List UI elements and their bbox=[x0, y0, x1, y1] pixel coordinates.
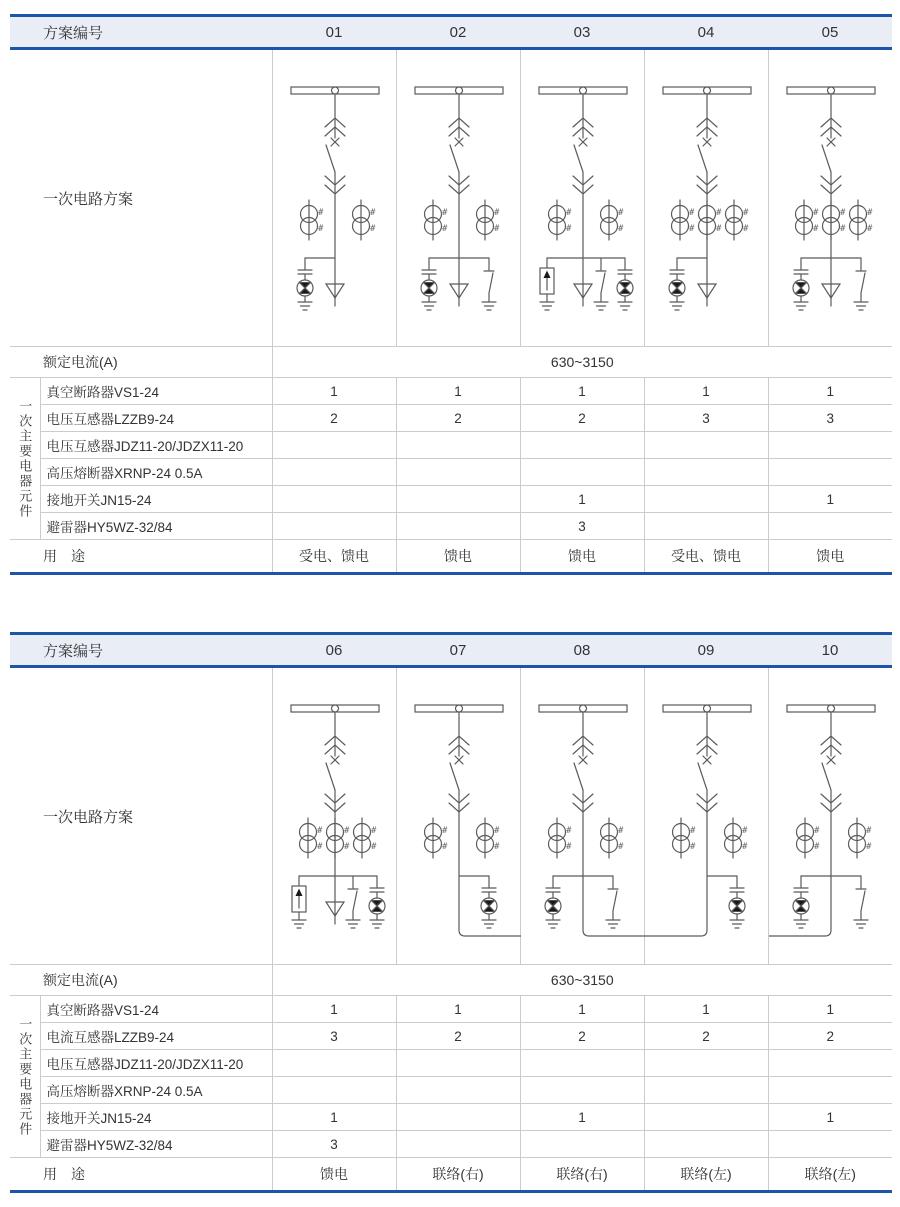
component-count: 1 bbox=[396, 996, 520, 1023]
component-count: 1 bbox=[396, 378, 520, 405]
svg-text:#: # bbox=[715, 208, 721, 218]
component-count bbox=[272, 432, 396, 459]
component-count bbox=[396, 459, 520, 486]
component-count: 3 bbox=[272, 1023, 396, 1050]
svg-text:#: # bbox=[741, 826, 747, 836]
component-count: 3 bbox=[768, 405, 892, 432]
circuit-diagram-cell bbox=[768, 667, 892, 965]
component-label: 真空断路器VS1-24 bbox=[40, 996, 272, 1023]
circuit-diagram-cell bbox=[396, 667, 520, 965]
component-row bbox=[10, 486, 892, 513]
scheme-number: 05 bbox=[768, 16, 892, 49]
svg-text:#: # bbox=[617, 826, 623, 836]
scheme-number: 04 bbox=[644, 16, 768, 49]
component-label: 电压互感器JDZ11-20/JDZX11-20 bbox=[40, 432, 272, 459]
scheme-table-2-grid bbox=[10, 632, 892, 1193]
svg-text:#: # bbox=[565, 826, 571, 836]
component-count bbox=[768, 1131, 892, 1158]
component-count bbox=[644, 1050, 768, 1077]
circuit-diagram-04 bbox=[645, 50, 769, 346]
svg-text:#: # bbox=[688, 224, 694, 234]
usage-value: 联络(左) bbox=[768, 1158, 892, 1192]
component-group-cell bbox=[10, 996, 40, 1158]
component-count: 1 bbox=[520, 486, 644, 513]
header-row bbox=[10, 634, 892, 667]
rated-current-label: 额定电流(A) bbox=[10, 965, 272, 996]
scheme-number: 10 bbox=[768, 634, 892, 667]
component-row bbox=[10, 378, 892, 405]
component-count: 1 bbox=[272, 996, 396, 1023]
component-row bbox=[10, 996, 892, 1023]
component-count: 1 bbox=[768, 1104, 892, 1131]
circuit-row-label: 一次电路方案 bbox=[43, 808, 134, 826]
usage-value: 联络(左) bbox=[644, 1158, 768, 1192]
scheme-number: 06 bbox=[272, 634, 396, 667]
svg-text:#: # bbox=[813, 842, 819, 852]
component-count bbox=[520, 1131, 644, 1158]
circuit-diagram-cell bbox=[272, 667, 396, 965]
svg-text:#: # bbox=[441, 224, 447, 234]
component-group-cell bbox=[10, 378, 40, 540]
component-count: 1 bbox=[644, 996, 768, 1023]
circuit-diagram-10 bbox=[769, 668, 893, 964]
component-count bbox=[396, 486, 520, 513]
component-row bbox=[10, 1077, 892, 1104]
component-count: 2 bbox=[644, 1023, 768, 1050]
component-count: 1 bbox=[768, 486, 892, 513]
component-count: 1 bbox=[768, 996, 892, 1023]
component-count bbox=[520, 459, 644, 486]
component-count: 2 bbox=[396, 405, 520, 432]
component-count: 3 bbox=[272, 1131, 396, 1158]
component-count: 3 bbox=[644, 405, 768, 432]
svg-text:#: # bbox=[343, 842, 349, 852]
usage-value: 受电、馈电 bbox=[272, 540, 396, 574]
component-row bbox=[10, 405, 892, 432]
circuit-diagram-cell bbox=[644, 667, 768, 965]
component-group-label: 一次主要电器元件 bbox=[17, 398, 33, 519]
component-count bbox=[644, 459, 768, 486]
component-count bbox=[520, 1050, 644, 1077]
svg-text:#: # bbox=[441, 826, 447, 836]
scheme-number: 02 bbox=[396, 16, 520, 49]
svg-text:#: # bbox=[493, 826, 499, 836]
component-count bbox=[396, 1050, 520, 1077]
svg-text:#: # bbox=[316, 826, 322, 836]
component-count: 1 bbox=[644, 378, 768, 405]
component-row bbox=[10, 1023, 892, 1050]
component-count: 1 bbox=[520, 378, 644, 405]
svg-text:#: # bbox=[317, 208, 323, 218]
circuit-diagram-cell bbox=[272, 49, 396, 347]
component-count bbox=[272, 1050, 396, 1077]
component-count bbox=[644, 432, 768, 459]
component-count: 1 bbox=[768, 378, 892, 405]
component-label: 高压熔断器XRNP-24 0.5A bbox=[40, 459, 272, 486]
usage-label: 用 途 bbox=[10, 1158, 272, 1192]
component-count bbox=[272, 486, 396, 513]
component-count bbox=[520, 432, 644, 459]
component-count: 2 bbox=[768, 1023, 892, 1050]
component-count: 2 bbox=[520, 1023, 644, 1050]
svg-text:#: # bbox=[689, 842, 695, 852]
svg-text:#: # bbox=[617, 842, 623, 852]
svg-text:#: # bbox=[742, 224, 748, 234]
circuit-diagram-cell bbox=[768, 49, 892, 347]
scheme-number: 03 bbox=[520, 16, 644, 49]
component-label: 真空断路器VS1-24 bbox=[40, 378, 272, 405]
component-label: 接地开关JN15-24 bbox=[40, 1104, 272, 1131]
svg-text:#: # bbox=[370, 842, 376, 852]
component-count: 2 bbox=[396, 1023, 520, 1050]
svg-text:#: # bbox=[493, 208, 499, 218]
circuit-diagram-cell bbox=[520, 667, 644, 965]
component-count: 1 bbox=[272, 378, 396, 405]
svg-text:#: # bbox=[866, 224, 872, 234]
svg-text:#: # bbox=[839, 208, 845, 218]
svg-text:#: # bbox=[317, 224, 323, 234]
component-count bbox=[644, 513, 768, 540]
circuit-diagram-cell bbox=[396, 49, 520, 347]
svg-text:#: # bbox=[369, 224, 375, 234]
scheme-table-1-grid bbox=[10, 14, 892, 575]
svg-text:#: # bbox=[565, 208, 571, 218]
usage-value: 联络(右) bbox=[396, 1158, 520, 1192]
svg-text:#: # bbox=[812, 208, 818, 218]
svg-text:#: # bbox=[813, 826, 819, 836]
rated-current-value: 630~3150 bbox=[272, 965, 892, 996]
component-label: 接地开关JN15-24 bbox=[40, 486, 272, 513]
component-count bbox=[644, 1104, 768, 1131]
svg-text:#: # bbox=[865, 842, 871, 852]
component-count: 1 bbox=[272, 1104, 396, 1131]
component-count bbox=[396, 513, 520, 540]
rated-current-row bbox=[10, 347, 892, 378]
circuit-diagram-02 bbox=[397, 50, 521, 346]
usage-value: 馈电 bbox=[768, 540, 892, 574]
svg-text:#: # bbox=[741, 842, 747, 852]
component-count bbox=[644, 1077, 768, 1104]
svg-text:#: # bbox=[493, 224, 499, 234]
component-count bbox=[768, 459, 892, 486]
svg-text:#: # bbox=[812, 224, 818, 234]
circuit-diagram-cell bbox=[520, 49, 644, 347]
svg-text:#: # bbox=[493, 842, 499, 852]
component-label: 避雷器HY5WZ-32/84 bbox=[40, 1131, 272, 1158]
usage-row bbox=[10, 540, 892, 574]
scheme-number: 07 bbox=[396, 634, 520, 667]
scheme-number: 09 bbox=[644, 634, 768, 667]
circuit-diagram-03 bbox=[521, 50, 645, 346]
circuit-diagram-07 bbox=[397, 668, 521, 964]
svg-text:#: # bbox=[370, 826, 376, 836]
component-count: 2 bbox=[520, 405, 644, 432]
svg-text:#: # bbox=[565, 842, 571, 852]
usage-value: 馈电 bbox=[272, 1158, 396, 1192]
component-count bbox=[768, 432, 892, 459]
component-row bbox=[10, 513, 892, 540]
usage-value: 联络(右) bbox=[520, 1158, 644, 1192]
component-count bbox=[768, 513, 892, 540]
usage-row bbox=[10, 1158, 892, 1192]
scheme-number-header: 方案编号 bbox=[10, 16, 272, 49]
component-count bbox=[396, 432, 520, 459]
svg-text:#: # bbox=[715, 224, 721, 234]
rated-current-row bbox=[10, 965, 892, 996]
svg-text:#: # bbox=[866, 208, 872, 218]
svg-text:#: # bbox=[688, 208, 694, 218]
svg-text:#: # bbox=[742, 208, 748, 218]
component-row bbox=[10, 459, 892, 486]
rated-current-label: 额定电流(A) bbox=[10, 347, 272, 378]
header-row bbox=[10, 16, 892, 49]
circuit-diagram-row bbox=[10, 49, 892, 347]
component-label: 电压互感器JDZ11-20/JDZX11-20 bbox=[40, 1050, 272, 1077]
component-count bbox=[272, 1077, 396, 1104]
svg-text:#: # bbox=[441, 842, 447, 852]
scheme-table-1 bbox=[10, 14, 892, 575]
rated-current-value: 630~3150 bbox=[272, 347, 892, 378]
component-count: 3 bbox=[520, 513, 644, 540]
component-row bbox=[10, 1131, 892, 1158]
svg-text:#: # bbox=[343, 826, 349, 836]
component-row bbox=[10, 1104, 892, 1131]
circuit-diagram-09 bbox=[645, 668, 769, 964]
svg-text:#: # bbox=[316, 842, 322, 852]
component-count bbox=[272, 459, 396, 486]
circuit-row-label: 一次电路方案 bbox=[43, 190, 134, 208]
circuit-diagram-cell bbox=[644, 49, 768, 347]
svg-text:#: # bbox=[689, 826, 695, 836]
circuit-diagram-08 bbox=[521, 668, 645, 964]
svg-text:#: # bbox=[839, 224, 845, 234]
component-label: 电压互感器LZZB9-24 bbox=[40, 405, 272, 432]
component-count bbox=[768, 1050, 892, 1077]
component-count bbox=[520, 1077, 644, 1104]
circuit-diagram-01 bbox=[273, 50, 397, 346]
circuit-diagram-05 bbox=[769, 50, 893, 346]
svg-text:#: # bbox=[865, 826, 871, 836]
svg-text:#: # bbox=[617, 224, 623, 234]
component-count: 1 bbox=[520, 996, 644, 1023]
component-count bbox=[768, 1077, 892, 1104]
component-count bbox=[644, 1131, 768, 1158]
circuit-diagram-06 bbox=[273, 668, 397, 964]
scheme-table-2 bbox=[10, 632, 892, 1193]
component-count bbox=[396, 1131, 520, 1158]
svg-text:#: # bbox=[441, 208, 447, 218]
circuit-diagram-row bbox=[10, 667, 892, 965]
component-label: 高压熔断器XRNP-24 0.5A bbox=[40, 1077, 272, 1104]
component-count bbox=[272, 513, 396, 540]
component-count bbox=[396, 1077, 520, 1104]
usage-value: 受电、馈电 bbox=[644, 540, 768, 574]
component-count bbox=[644, 486, 768, 513]
component-count: 1 bbox=[520, 1104, 644, 1131]
component-group-label: 一次主要电器元件 bbox=[17, 1016, 33, 1137]
svg-text:#: # bbox=[565, 224, 571, 234]
usage-value: 馈电 bbox=[396, 540, 520, 574]
component-label: 电流互感器LZZB9-24 bbox=[40, 1023, 272, 1050]
component-count: 2 bbox=[272, 405, 396, 432]
component-row bbox=[10, 432, 892, 459]
component-row bbox=[10, 1050, 892, 1077]
usage-value: 馈电 bbox=[520, 540, 644, 574]
component-count bbox=[396, 1104, 520, 1131]
usage-label: 用 途 bbox=[10, 540, 272, 574]
svg-text:#: # bbox=[617, 208, 623, 218]
scheme-number: 08 bbox=[520, 634, 644, 667]
component-label: 避雷器HY5WZ-32/84 bbox=[40, 513, 272, 540]
scheme-number: 01 bbox=[272, 16, 396, 49]
svg-text:#: # bbox=[369, 208, 375, 218]
scheme-number-header: 方案编号 bbox=[10, 634, 272, 667]
